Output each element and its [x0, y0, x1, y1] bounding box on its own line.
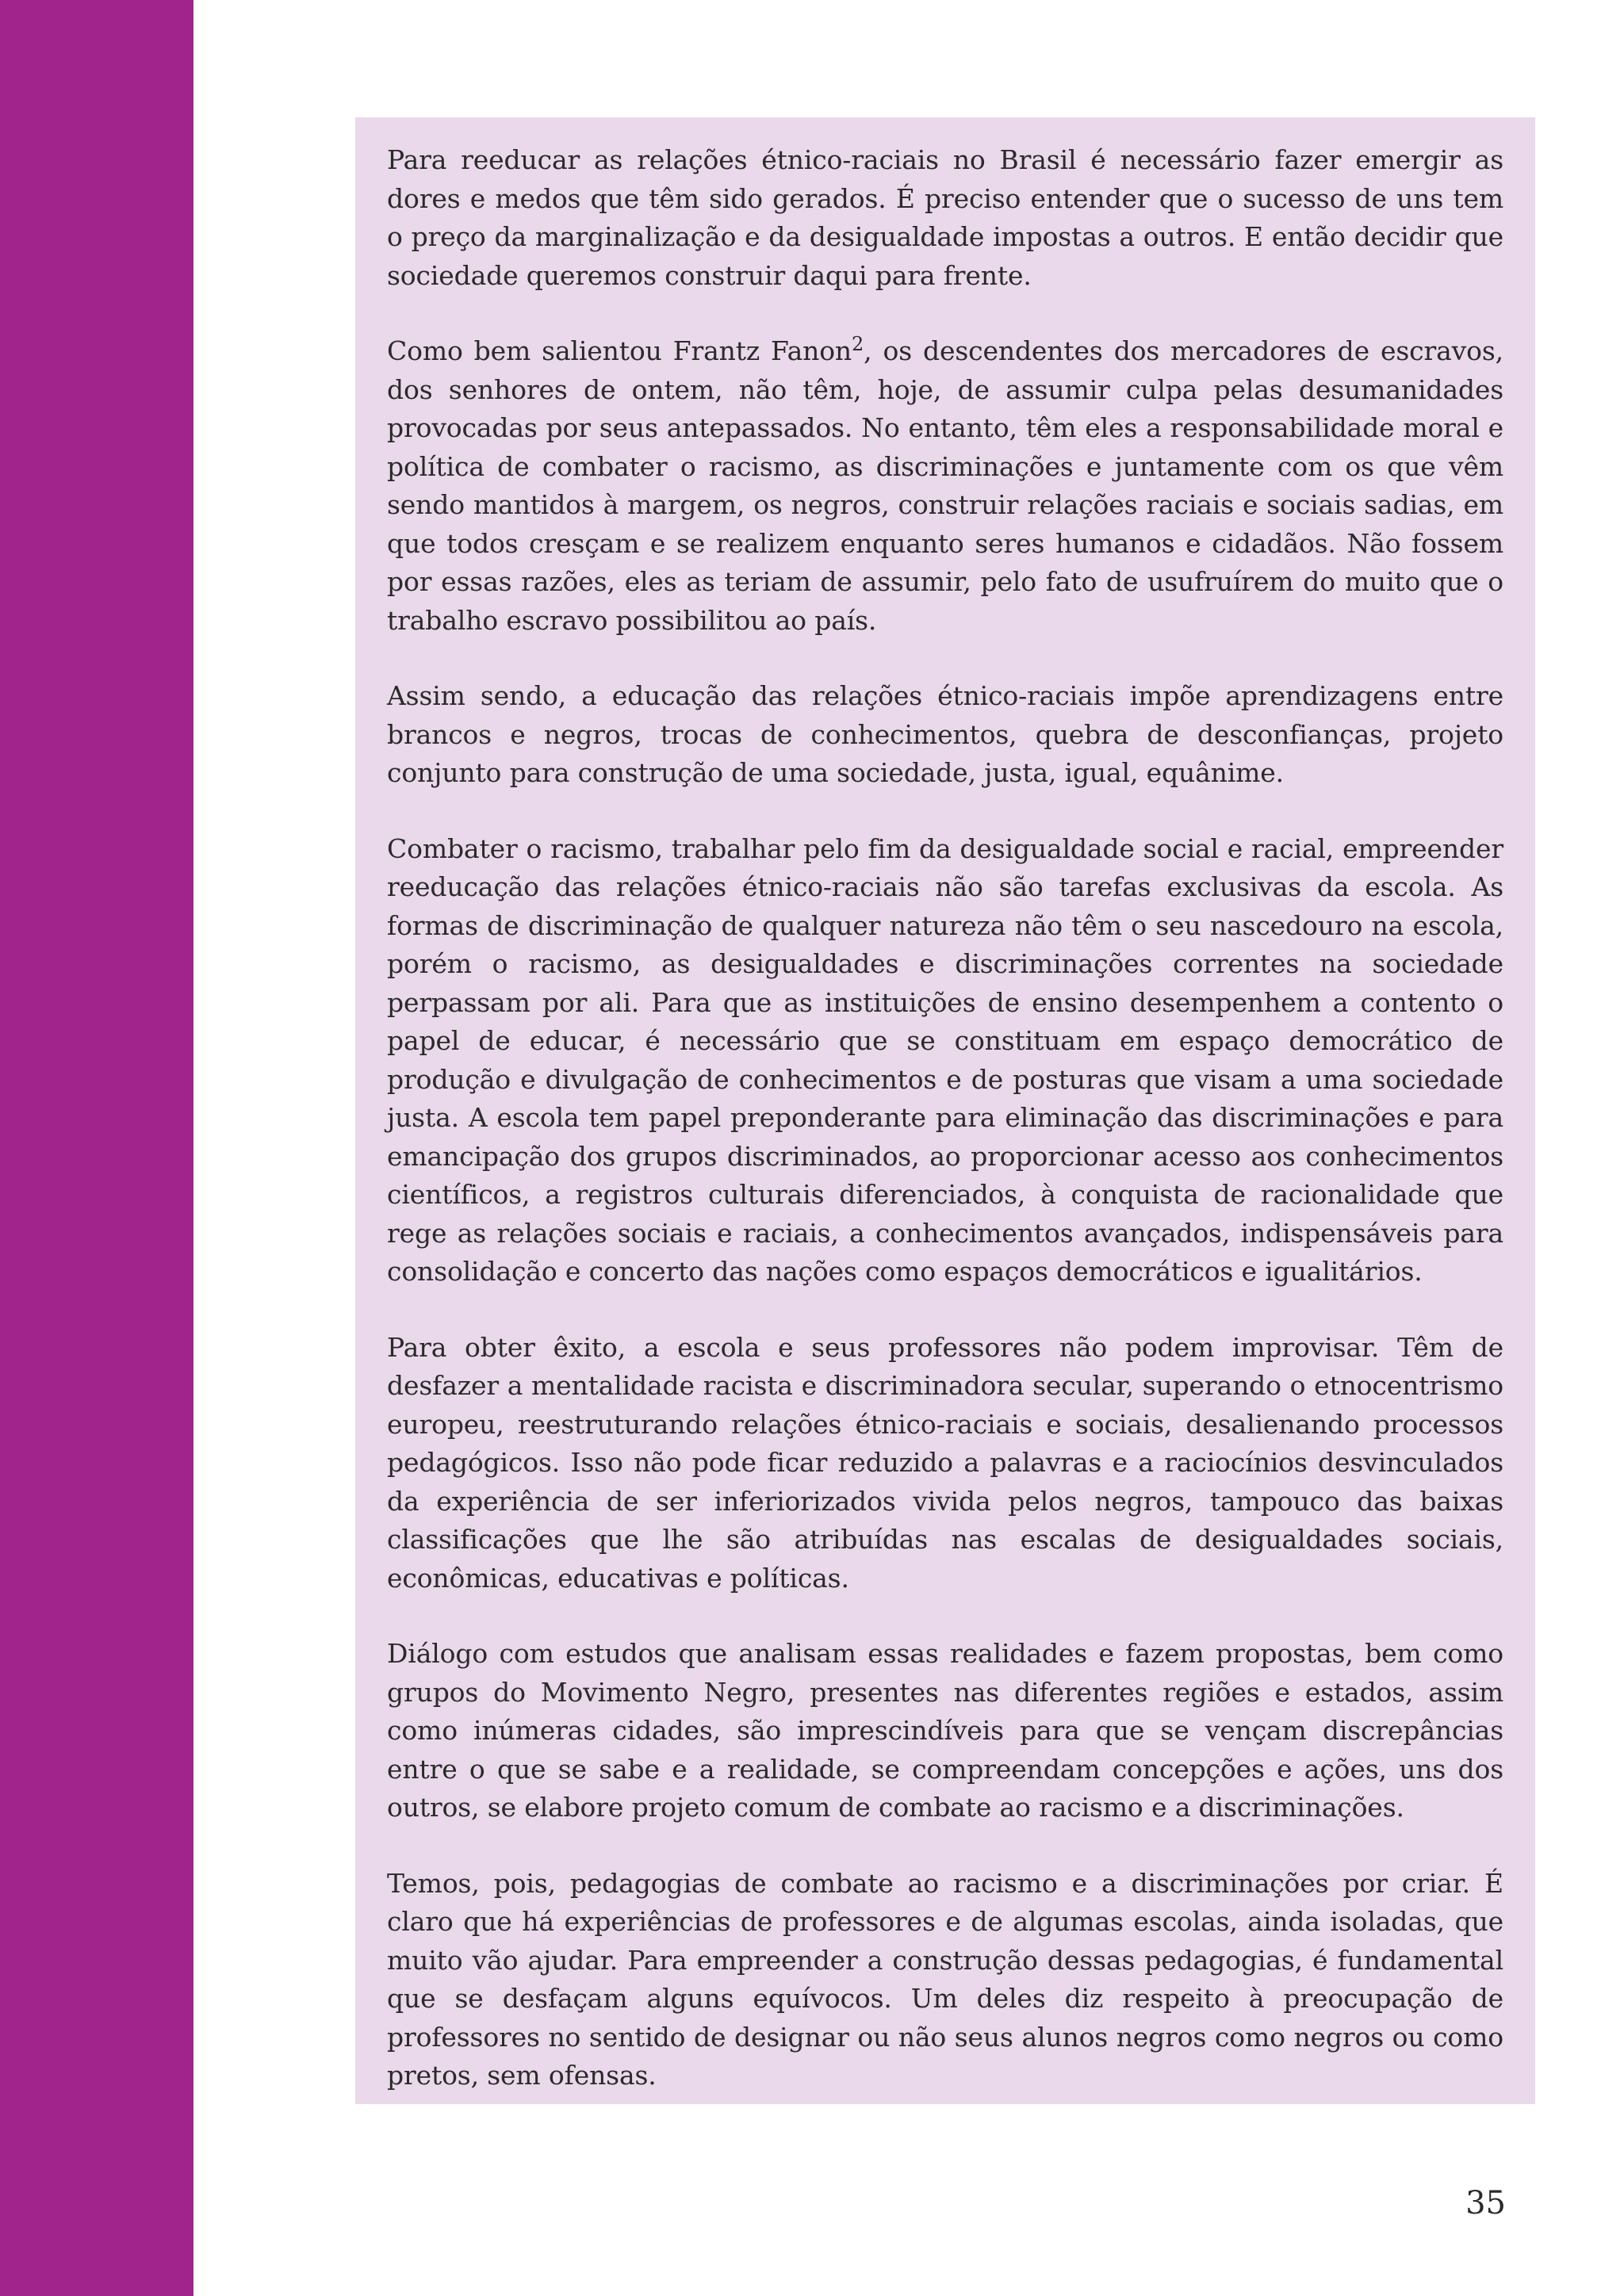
paragraph-6: Diálogo com estudos que analisam essas realidades e fazem propostas, bem como grupos do Movimento Negro, presentes nas diferentes regiões e estados, assim como inúmeras cidades, são imprescindíveis para que se vençam discrepâncias entre o que se sabe e a realidade, se compreendam concepções e ações, uns dos outros, se elabore projeto comum de combate ao racismo e a discriminações.	[387, 1638, 1503, 1823]
paragraph-7: Temos, pois, pedagogias de combate ao racismo e a discriminações por criar. É claro que há experiências de professores e de algumas escolas, ainda isoladas, que muito vão ajudar. Para empreender a construção dessas pedagogias, é fundamental que se desfaçam alguns equívocos. Um deles diz respeito à preocupação de professores no sentido de designar ou não seus alunos negros como negros ou como pretos, sem ofensas.	[387, 1867, 1503, 2091]
paragraph-3: Assim sendo, a educação das relações étnico-raciais impõe aprendizagens entre brancos e negros, trocas de conhecimentos, quebra de desconfianças, projeto conjunto para construção de uma sociedade, justa, igual, equânime.	[387, 680, 1503, 788]
paragraph-4: Combater o racismo, trabalhar pelo fim da desigualdade social e racial, empreender reeducação das relações étnico-raciais não são tarefas exclusivas da escola. As formas de discriminação de qualquer natureza não têm o seu nascedouro na escola, porém o racismo, as desigualdades e discriminações correntes na sociedade perpassam por ali. Para que as instituições de ensino desempenhem a contento o papel de educar, é necessário que se constituam em espaço democrático de produção e divulgação de conhecimentos e de posturas que visam a uma sociedade justa. A escola tem papel preponderante para eliminação das discriminações e para emancipação dos grupos discriminados, ao proporcionar acesso aos conhecimentos científicos, a registros culturais diferenciados, à conquista de racionalidade que rege as relações sociais e raciais, a conhecimentos avançados, indispensáveis para consolidação e concerto das nações como espaços democráticos e igualitários.	[387, 832, 1503, 1287]
side-color-bar	[0, 0, 193, 2296]
highlighted-text-box	[355, 117, 1535, 2104]
paragraph-2-text-end: , os descendentes dos mercadores de escravos, dos senhores de ontem, não têm, hoje, de assumir culpa pelas desumanidades provocadas por seus antepassados. No entanto, têm eles a responsabilidade moral e política de combater o racismo, as discriminações e juntamente com os que vêm sendo mantidos à margem, os negros, construir relações raciais e sociais sadias, em que todos cresçam e se realizem enquanto seres humanos e cidadãos. Não fossem por essas razões, eles as teriam de assumir, pelo fato de usufruírem do muito que o trabalho escravo possibilitou ao país.	[387, 335, 1503, 636]
page-number: 35	[1465, 2185, 1506, 2221]
paragraph-2-text-start: Como bem salientou Frantz Fanon	[387, 335, 852, 366]
paragraph-5: Para obter êxito, a escola e seus professores não podem improvisar. Têm de desfazer a mentalidade racista e discriminadora secular, superando o etnocentrismo europeu, reestruturando relações étnico-raciais e sociais, desalienando processos pedagógicos. Isso não pode ficar reduzido a palavras e a raciocínios desvinculados da experiência de ser inferiorizados vivida pelos negros, tampouco das baixas classificações que lhe são atribuídas nas escalas de desigualdades sociais, econômicas, educativas e políticas.	[387, 1331, 1503, 1594]
paragraph-1: Para reeducar as relações étnico-raciais no Brasil é necessário fazer emergir as dores e medos que têm sido gerados. É preciso entender que o sucesso de uns tem o preço da marginalização e da desigualdade impostas a outros. E então decidir que sociedade queremos construir daqui para frente.	[387, 144, 1503, 291]
footnote-reference[interactable]: 2	[852, 333, 864, 355]
paragraph-2	[387, 332, 1503, 640]
